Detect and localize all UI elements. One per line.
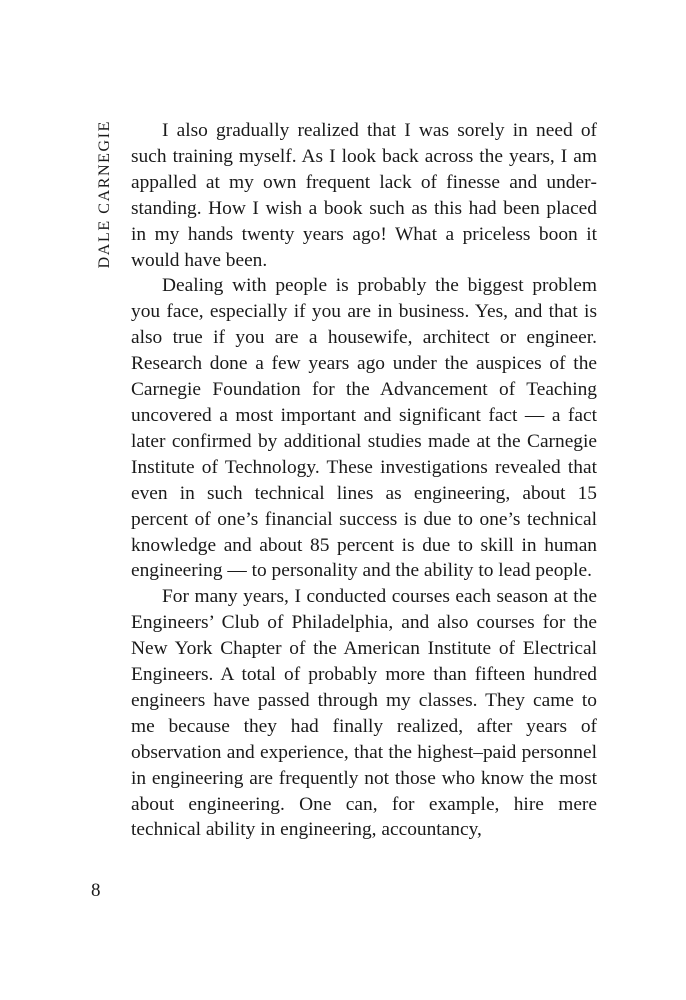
body-text — [131, 118, 597, 843]
paragraph: I also gradually realized that I was sorely in need of such training myself. As I look back across the years, I am appalled at my own frequent lack of finesse and understanding. How I wish a book such as this had been placed in my hands twenty years ago! What a priceless boon it would have been. — [131, 120, 597, 271]
paragraph: For many years, I conducted courses each season at the Engineers’ Club of Philadelphia, and also courses for the New York Chapter of the American Institute of Electrical Engineers. A total of probably more than fifteen hundred engineers have passed through my classes. They came to me because they had finally realized, after years of observation and experience, that the highest–paid personnel in engineering are frequently not those who know the most about engineering. One can, for example, hire mere technical ability in engineering, accountancy, — [131, 586, 597, 841]
page-number: 8 — [91, 880, 101, 901]
running-head: DALE CARNEGIE — [96, 120, 113, 269]
paragraph: Dealing with people is probably the biggest problem you face, especially if you are in business. Yes, and that is also true if you are a housewife, architect or engineer. Research done a few years ago under the auspices of the Carnegie Foundation for the Advancement of Teaching uncovered a most important and significant fact — a fact later confirmed by additional studies made at the Carnegie Institute of Technology. These investigations revealed that even in such technical lines as engineering, about 15 percent of one’s financial success is due to one’s technical knowledge and about 85 percent is due to skill in human engineering — to personality and the ability to lead people. — [131, 275, 597, 582]
